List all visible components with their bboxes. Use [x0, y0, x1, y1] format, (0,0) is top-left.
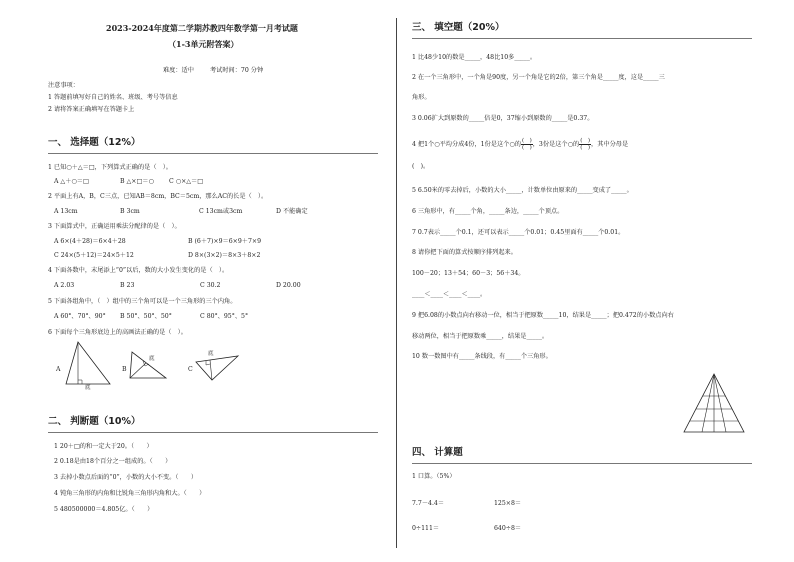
section-rule — [412, 38, 752, 39]
base-label: 底 — [149, 356, 155, 362]
question: 10 数一数图中有_____条线段，有_____个三角形。 — [412, 353, 552, 360]
calculation: 125×8＝ — [494, 500, 522, 507]
question-text: ，其中分母是 — [591, 141, 629, 148]
figure-label-a: A — [56, 366, 61, 373]
section-heading: 二、 判断题（10%） — [48, 416, 141, 427]
option: B 23 — [120, 282, 135, 289]
question: 8 请你把下面的算式按顺序排列起来。 — [412, 249, 517, 256]
exam-time-label: 考试时间：70 分钟 — [210, 67, 264, 74]
expression-list: 100－20；13＋54；60－3；56＋34。 — [412, 270, 525, 277]
difficulty-label: 难度：适中 — [163, 67, 194, 74]
question-text: 4 把1个○平均分成4份，1份是这个○的 — [412, 141, 521, 148]
calculation: 0÷111＝ — [412, 525, 440, 532]
option: A 6×(4＋28)＝6×4＋28 — [54, 238, 126, 245]
option: A △＋○＝□ — [54, 178, 89, 185]
figure-label-b: B — [122, 366, 127, 373]
exam-title: 2023-2024年度第二学期苏教四年数学第一月考试题 — [106, 23, 298, 33]
question: 2 在一个三角形中，一个角是90度，另一个角是它的2倍，第三个角是_____度，这是_____三 — [412, 74, 665, 81]
option: C ○×△＝□ — [169, 178, 204, 185]
question: 6 三角形中，有_____个角，_____条边，_____个顶点。 — [412, 208, 564, 215]
question: 移动两位，相当于把原数乘_____，结果是_____。 — [412, 333, 549, 340]
option: C 24×(5＋12)＝24×5＋12 — [54, 252, 134, 259]
option: D 8×(3×2)＝8×3＋8×2 — [188, 252, 261, 259]
calculation: 7.7－4.4＝ — [412, 500, 445, 507]
note-item: 1 答题前填写好自己的姓名、班级、考号等信息 — [48, 94, 178, 101]
option: C 80°、95°、5° — [200, 313, 249, 320]
option: D 不能确定 — [276, 208, 308, 215]
question: 1 已知○＋△＝□，下列算式正确的是（ ）。 — [48, 164, 172, 171]
question: 4 钝角三角形的内角和比锐角三角形内角和大。（ ） — [54, 490, 206, 497]
option: A 60°、70°、90° — [54, 313, 106, 320]
section-rule — [48, 432, 378, 433]
calculation: 640÷8＝ — [494, 525, 522, 532]
question: 9 把6.08的小数点向右移动一位，相当于把原数_____10，结果是_____；把0.472的小数点向右 — [412, 312, 674, 319]
section-rule — [48, 153, 378, 154]
line-segment-triangle-figure — [682, 372, 746, 434]
question: 3 0.06扩大到原数的_____倍是0，37缩小到原数的_____是0.37。 — [412, 115, 594, 122]
section-rule — [412, 463, 752, 464]
option: B △×□＝○ — [120, 178, 154, 185]
question: 2 0.18是由18个百分之一组成的。（ ） — [54, 458, 172, 465]
question: 5 480500000＝4.805亿。（ ） — [54, 506, 154, 513]
exam-subtitle: （1-3单元附答案） — [168, 39, 239, 49]
question: 6 下面每个三角形底边上的高画法正确的是（ ）。 — [48, 329, 187, 336]
question: 3 去掉小数点后面的“0”，小数的大小不变。（ ） — [54, 474, 198, 481]
triangle-c-figure — [194, 352, 240, 382]
question: ( )。 — [412, 163, 430, 170]
section-heading: 四、 计算题 — [412, 447, 463, 458]
question: 角形。 — [412, 94, 431, 101]
ordering-blanks: ____＜____＜____＜____。 — [412, 291, 487, 298]
base-label: 底 — [85, 385, 91, 391]
question: 2 平面上有A，B，C三点，已知AB＝8cm，BC＝5cm，那么AC的长是（ ）。 — [48, 193, 268, 200]
figure-label-c: C — [188, 366, 193, 373]
option: B (6＋7)×9＝6×9＋7×9 — [188, 238, 262, 245]
base-label: 底 — [208, 351, 214, 357]
option: B 3cm — [120, 208, 140, 215]
notes-title: 注意事项： — [48, 82, 79, 89]
question-with-fractions — [412, 138, 628, 151]
option: A 2.03 — [54, 282, 75, 289]
section-heading: 一、 选择题（12%） — [48, 137, 141, 148]
option: C 30.2 — [200, 282, 221, 289]
fraction-blank: $\frac{( )}{( )}$ — [521, 138, 532, 151]
triangle-b-figure — [128, 350, 168, 380]
option: C 13cm或3cm — [199, 208, 243, 215]
question: 7 0.7表示_____个0.1，还可以表示_____个0.01；0.45里面有_____个0.01。 — [412, 229, 625, 236]
option: D 20.00 — [276, 282, 301, 289]
section-heading: 三、 填空题（20%） — [412, 22, 505, 33]
triangle-a-figure — [62, 342, 112, 388]
question-text: ，3份是这个○的 — [532, 141, 580, 148]
question: 1 比48少10的数是_____，48比10多_____。 — [412, 54, 537, 61]
column-divider — [396, 18, 397, 548]
question: 3 下面算式中，正确运用乘法分配律的是（ ）。 — [48, 223, 181, 230]
question: 1 口算。（5%） — [412, 473, 456, 480]
option: B 50°、50°、50° — [120, 313, 172, 320]
question: 4 下面各数中，末尾添上“0”以后，数的大小发生变化的是（ ）。 — [48, 267, 229, 274]
question: 5 下面各组角中，（ ）组中的三个角可以是一个三角形的三个内角。 — [48, 298, 237, 305]
option: A 13cm — [54, 208, 78, 215]
question: 1 20＋□的和一定大于20。（ ） — [54, 443, 153, 450]
fraction-blank: $\frac{( )}{( )}$ — [580, 138, 591, 151]
note-item: 2 请将答案正确填写在答题卡上 — [48, 106, 135, 113]
question: 5 6.50米的零去掉后，小数的大小_____，计数单位由原来的_____变成了_____。 — [412, 187, 633, 194]
